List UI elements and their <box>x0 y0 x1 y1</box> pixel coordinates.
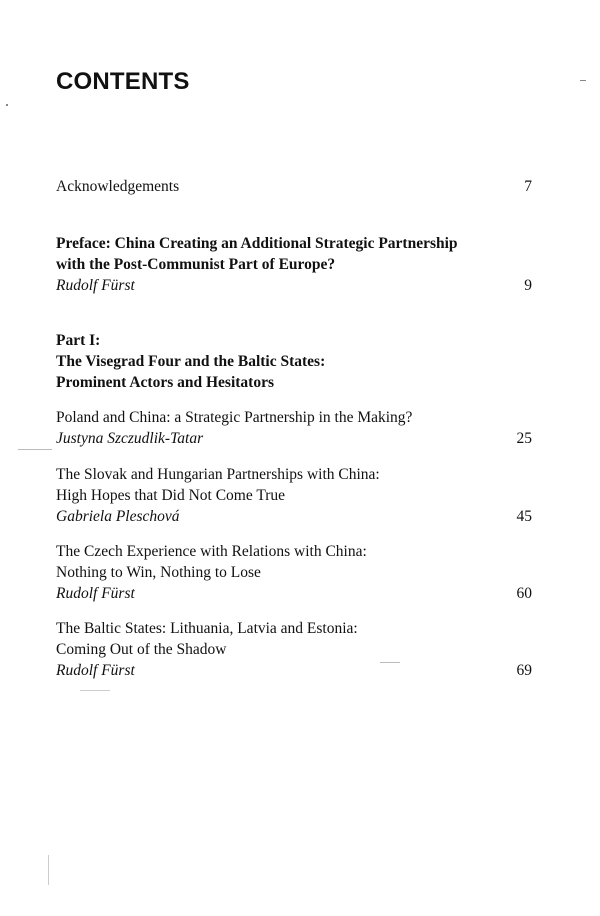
toc-entry-author: Gabriela Pleschová <box>56 508 180 525</box>
toc-entry-preface <box>56 233 532 296</box>
toc-entry-slovak-hungarian <box>56 464 532 527</box>
toc-page-number: 60 <box>516 585 532 602</box>
toc-entry-author: Rudolf Fürst <box>56 585 135 602</box>
toc-entry-author: Rudolf Fürst <box>56 277 135 294</box>
part-title-line: The Visegrad Four and the Baltic States: <box>56 353 326 370</box>
part-title-line: Prominent Actors and Hesitators <box>56 374 274 391</box>
toc-entry-title-line: Poland and China: a Strategic Partnership in the Making? <box>56 409 413 426</box>
toc-entry-author: Justyna Szczudlik-Tatar <box>56 430 204 447</box>
toc-entry-title-line: Preface: China Creating an Additional Strategic Partnership <box>56 235 458 252</box>
scan-speck <box>48 855 49 885</box>
part-label: Part I: <box>56 332 101 349</box>
toc-entry-title-line: The Czech Experience with Relations with China: <box>56 543 367 560</box>
scan-speck <box>18 449 52 450</box>
scan-speck <box>80 690 110 691</box>
toc-page-number: 7 <box>524 178 532 195</box>
scan-speck <box>580 80 586 81</box>
toc-entry-title-line: Nothing to Win, Nothing to Lose <box>56 564 261 581</box>
toc-entry-title-line: The Slovak and Hungarian Partnerships with China: <box>56 466 380 483</box>
scan-speck <box>6 104 8 106</box>
toc-page-number: 69 <box>516 662 532 679</box>
toc-entry-title-line: The Baltic States: Lithuania, Latvia and Estonia: <box>56 620 358 637</box>
toc-entry-poland <box>56 407 532 449</box>
part-heading <box>56 330 532 393</box>
toc-entry-title: Acknowledgements <box>56 178 180 195</box>
toc-entry-title-line: High Hopes that Did Not Come True <box>56 487 286 504</box>
scan-speck <box>380 662 400 663</box>
toc-page-number: 9 <box>524 277 532 294</box>
toc-entry-acknowledgements <box>56 176 532 197</box>
toc-entry-title-line: Coming Out of the Shadow <box>56 641 227 658</box>
contents-heading: CONTENTS <box>56 68 190 95</box>
toc-page-number: 45 <box>516 508 532 525</box>
toc-entry-author: Rudolf Fürst <box>56 662 135 679</box>
toc-entry-czech <box>56 541 532 604</box>
toc-entry-title-line: with the Post-Communist Part of Europe? <box>56 256 336 273</box>
toc-page-number: 25 <box>516 430 532 447</box>
toc-entry-baltic <box>56 618 532 681</box>
